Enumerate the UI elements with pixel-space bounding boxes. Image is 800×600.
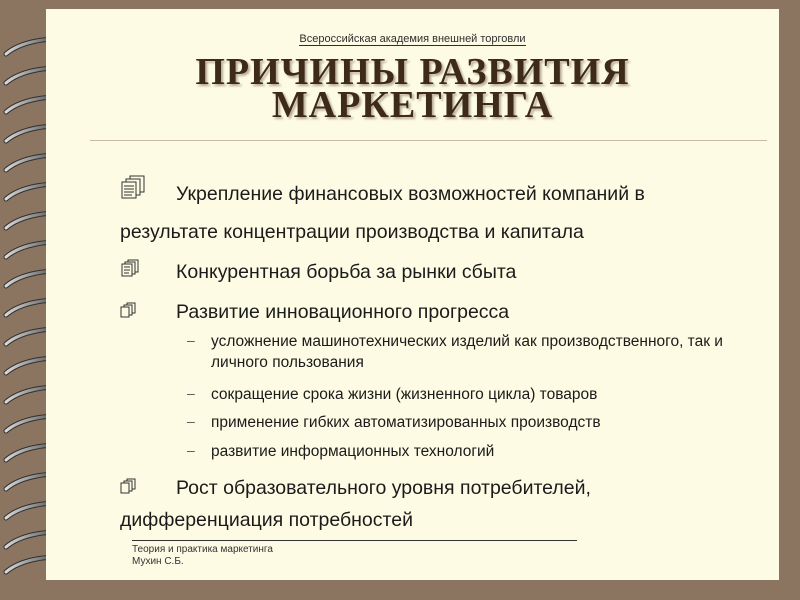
bullet-text: результате концентрации производства и капитала bbox=[120, 221, 584, 243]
dash-marker: – bbox=[187, 442, 195, 458]
bullet-list bbox=[46, 9, 779, 580]
bullet-text: Укрепление финансовых возможностей компаний в bbox=[176, 183, 645, 205]
document-stack-icon bbox=[120, 254, 176, 290]
bullet-item bbox=[120, 294, 509, 330]
dash-marker: – bbox=[187, 385, 195, 401]
dash-marker: – bbox=[187, 332, 195, 348]
title-line-1: ПРИЧИНЫ РАЗВИТИЯ bbox=[195, 51, 630, 93]
bullet-item bbox=[120, 174, 645, 212]
sub-item-text: личного пользования bbox=[211, 354, 364, 371]
document-stack-icon bbox=[120, 470, 176, 506]
bullet-item bbox=[120, 254, 516, 290]
footer-line bbox=[132, 540, 577, 541]
document-stack-icon bbox=[120, 294, 176, 330]
bullet-item bbox=[120, 470, 591, 506]
academy-name: Всероссийская академия внешней торговли bbox=[299, 33, 526, 45]
bullet-text: Развитие инновационного прогресса bbox=[176, 301, 510, 323]
sub-item-text: сокращение срока жизни (жизненного цикла) товаров bbox=[211, 386, 598, 403]
dash-marker: – bbox=[187, 413, 195, 429]
bullet-text: Рост образовательного уровня потребителей, bbox=[176, 477, 591, 499]
bullet-text: Конкурентная борьба за рынки сбыта bbox=[176, 261, 517, 283]
sub-item-text: усложнение машинотехнических изделий как производственного, так и bbox=[211, 333, 723, 350]
sub-item-text: развитие информационных технологий bbox=[211, 443, 495, 460]
bullet-text: дифференциация потребностей bbox=[120, 509, 413, 531]
sub-item bbox=[211, 412, 601, 433]
slide-page bbox=[46, 9, 779, 580]
bullet-item-continuation bbox=[120, 214, 584, 250]
footer-course: Теория и практика маркетинга bbox=[132, 544, 273, 555]
slide-footer bbox=[132, 540, 577, 568]
sub-item-text: применение гибких автоматизированных производств bbox=[211, 414, 601, 431]
sub-item bbox=[211, 384, 597, 405]
sub-item bbox=[211, 331, 723, 373]
sub-item bbox=[211, 441, 494, 462]
document-stack-icon bbox=[120, 174, 176, 212]
footer-author: Мухин С.Б. bbox=[132, 556, 184, 567]
bullet-item-continuation bbox=[120, 502, 413, 538]
title-line-2: МАРКЕТИНГА bbox=[271, 84, 554, 126]
